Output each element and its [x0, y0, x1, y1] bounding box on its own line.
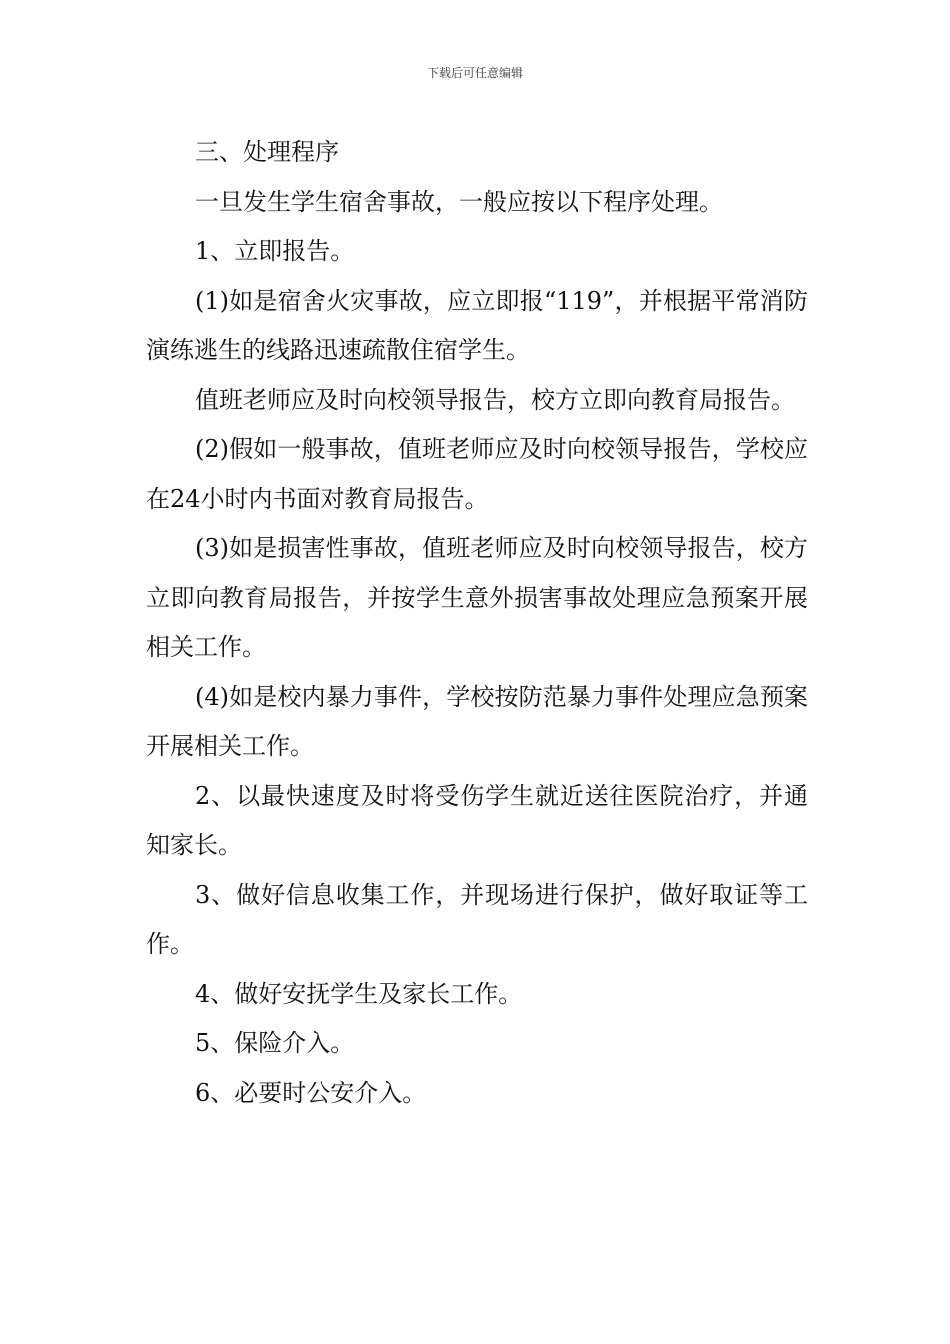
paragraph-step-1-1-report: 值班老师应及时向校领导报告，校方立即向教育局报告。 [195, 385, 795, 414]
page-header-note: 下载后可任意编辑 [426, 66, 523, 80]
paragraph-step-1: 1、立即报告。 [195, 237, 355, 265]
document-body [146, 128, 808, 1118]
paragraph-step-6: 6、必要时公安介入。 [195, 1078, 427, 1107]
paragraph-step-2: 2、以最快速度及时将受伤学生就近送往医院治疗，并通知家长。 [146, 781, 808, 859]
paragraph-step-1-2: (2)假如一般事故，值班老师应及时向校领导报告，学校应在24小时内书面对教育局报告。 [146, 435, 808, 513]
paragraph-step-1-3: (3)如是损害性事故，值班老师应及时向校领导报告，校方立即向教育局报告，并按学生意外损害事故处理应急预案开展相关工作。 [146, 534, 808, 661]
section-heading: 三、处理程序 [195, 138, 339, 166]
paragraph-step-1-1: (1)如是宿舍火灾事故，应立即报“119”，并根据平常消防演练逃生的线路迅速疏散住宿学生。 [146, 286, 808, 364]
paragraph-intro: 一旦发生学生宿舍事故，一般应按以下程序处理。 [195, 187, 723, 216]
paragraph-step-1-4: (4)如是校内暴力事件，学校按防范暴力事件处理应急预案开展相关工作。 [146, 682, 808, 760]
paragraph-step-5: 5、保险介入。 [195, 1029, 355, 1057]
paragraph-step-4: 4、做好安抚学生及家长工作。 [195, 979, 523, 1008]
paragraph-step-3: 3、做好信息收集工作，并现场进行保护，做好取证等工作。 [146, 880, 808, 958]
